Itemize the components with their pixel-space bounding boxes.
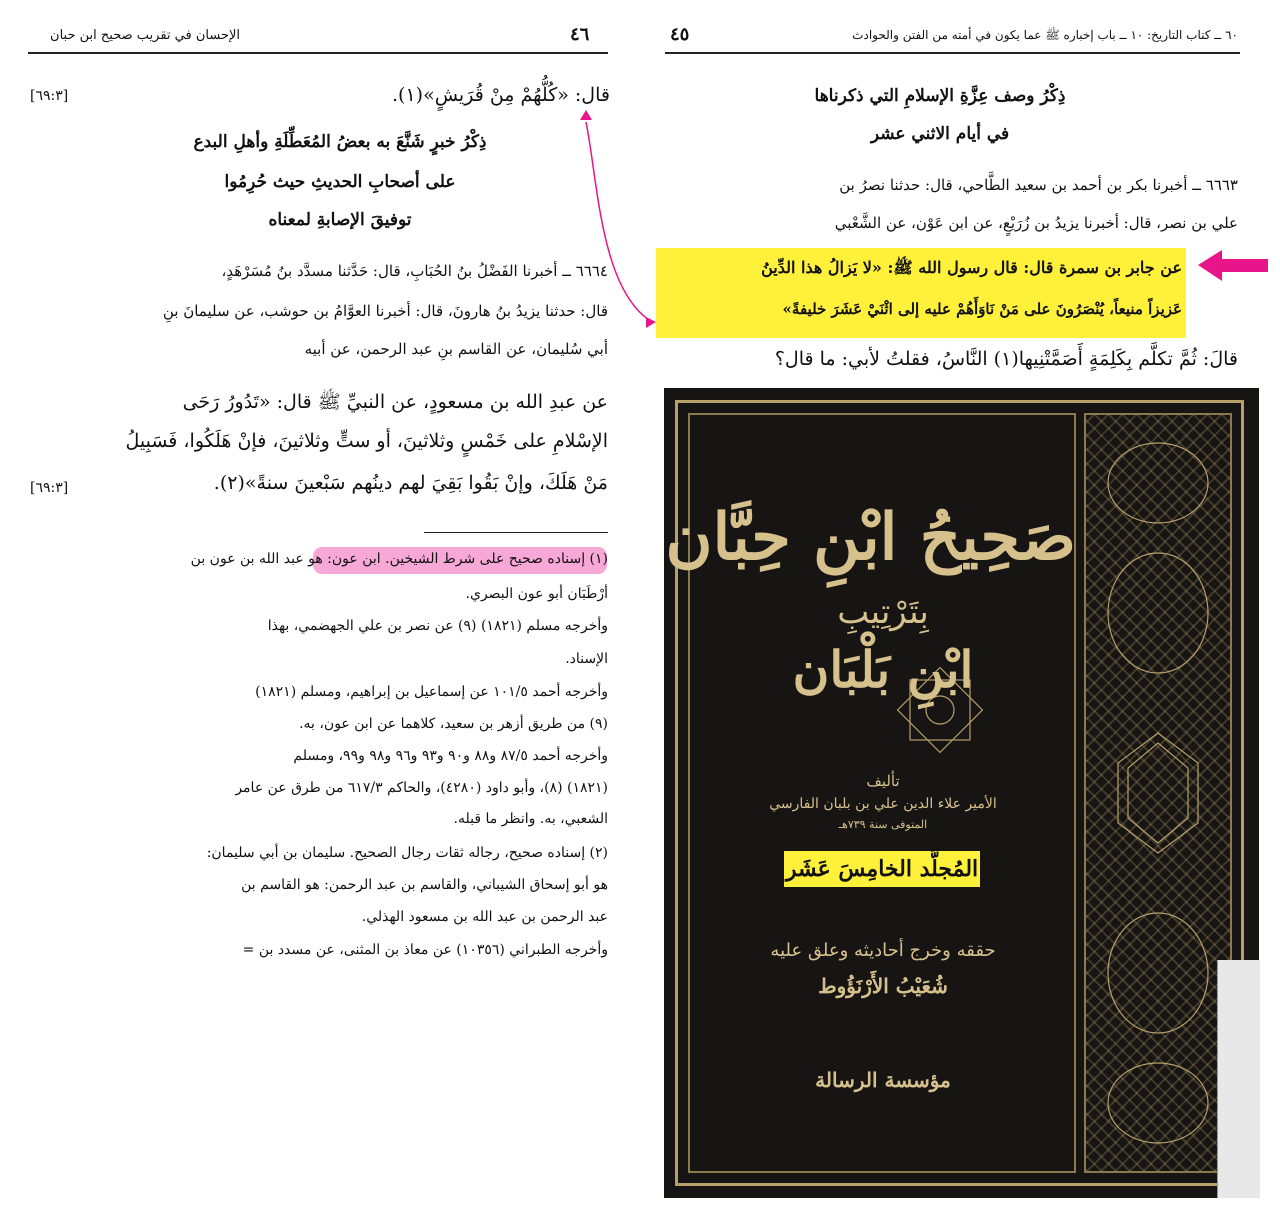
footnote-line-6: (٩) من طريق أزهر بن سعيد، كلاهما عن ابن عون، به. (299, 716, 608, 732)
right-page-number: ٤٥ (670, 24, 690, 45)
footnote-line-5: وأخرجه أحمد ١٠١/٥ عن إسماعيل بن إبراهيم، ومسلم (١٨٢١) (255, 684, 608, 700)
left-heading-line-3: توفيقَ الإصابةِ لمعناه (268, 210, 412, 230)
left-heading-line-1: ذِكْرُ خبرٍ شَنَّعَ به بعضُ المُعَطِّلَةِ وأهلِ البدع (193, 132, 487, 152)
footnote-line-8: (١٨٢١) (٨)، وأبو داود (٤٢٨٠)، والحاكم ٦١٧/٣ من طرق عن عامر (235, 780, 608, 796)
cover-subtitle: بِتَرْتِيبِ (837, 592, 929, 632)
right-line-7: قالَ: ثُمَّ تكلَّم بِكَلِمَةٍ أَصَمَّتْنِيها(١) النَّاسُ، فقلتُ لأبي: ما قال؟ (774, 348, 1238, 370)
left-line-5: ٦٦٦٤ ــ أخبرنا الفَضْلُ بنُ الحُبَابِ، قال: حَدَّثنا مسدَّد بنُ مُسَرْهَدٍ، (221, 262, 608, 280)
left-line-8: عن عبدِ الله بن مسعودٍ، عن النبيِّ ﷺ قال: «تَدُورُ رَحَى (182, 391, 608, 413)
footnote-separator (424, 532, 608, 533)
cover-ornament-pattern (1084, 413, 1232, 1173)
footnote-line-10: (٢) إسناده صحيح، رجاله ثقات رجال الصحيح. سليمان بن أبي سليمان: (206, 845, 608, 861)
footnote-line-1: (١) إسناده صحيح على شرط الشيخين. ابن عون: هو عبد الله بن عون بن (190, 551, 608, 567)
footnote-line-11: هو أبو إسحاق الشيباني، والقاسم بن عبد الرحمن: هو القاسم بن (241, 877, 608, 893)
cover-editor-line-1: حققه وخرج أحاديثه وعلق عليه (770, 940, 996, 961)
magenta-arrow-icon (1198, 250, 1268, 281)
right-heading-line-2: في أيام الاثني عشر (870, 124, 1010, 144)
left-line-10: مَنْ هَلَكَ، وإنْ بَقُوا بَقِيَ لهم دينُهم سَبْعينَ سنةً»(٢). (213, 472, 608, 494)
left-header-rule (28, 52, 608, 54)
right-page-header-title: ٦٠ ــ كتاب التاريخ: ١٠ ــ باب إخباره ﷺ عما يكون في أمته من الفتن والحوادث (852, 28, 1238, 42)
footnote-line-9: الشعبي، به. وانظر ما قبله. (453, 811, 608, 827)
left-line-1: قال: «كُلُّهُمْ مِنْ قُرَيشٍ»(١). (392, 84, 610, 106)
left-ref-2: [٦٩:٣] (30, 480, 69, 496)
footnote-line-7: وأخرجه أحمد ٨٧/٥ و٨٨ و٩٠ و٩٣ و٩٦ و٩٨ و٩٩، ومسلم (293, 748, 608, 764)
right-header-rule (665, 52, 1240, 54)
cover-title: صَحِيحُ ابْنِ حِبَّان (665, 500, 1076, 575)
left-page-number: ٤٦ (570, 24, 590, 45)
connector-arrowhead-right-icon (646, 317, 656, 328)
cover-author-full: الأمير علاء الدين علي بن بلبان الفارسي (769, 796, 997, 812)
right-heading-line-1: ذِكْرُ وصف عِزَّةِ الإسلامِ التي ذكرناها (814, 86, 1066, 106)
right-line-3: ٦٦٦٣ ــ أخبرنا بكر بن أحمد بن سعيد الطَّاحي، قال: حدثنا نصرُ بن (839, 176, 1238, 194)
footnote-line-3: وأخرجه مسلم (١٨٢١) (٩) عن نصر بن علي الجهضمي، بهذا (267, 618, 608, 634)
cover-author-death: المتوفى سنة ٧٣٩هـ (838, 818, 928, 831)
left-page-header-title: الإحسان في تقريب صحيح ابن حبان (50, 28, 240, 43)
left-line-7: أبي سُليمان، عن القاسم بنِ عبد الرحمن، عن أبيه (304, 340, 608, 358)
footnote-line-12: عبد الرحمن بن عبد الله بن مسعود الهذلي. (361, 909, 608, 925)
cover-editor-line-2: شُعَيْبُ الأَرْنَؤُوط (818, 974, 948, 998)
cover-author-label: تأليف (866, 772, 900, 790)
left-line-9: الإسْلامِ على خَمْسٍ وثلاثينَ، أو ستٍّ وثلاثينَ، فإنْ هَلَكُوا، فَسَبِيلُ (125, 430, 608, 452)
library-label-sticker (1217, 960, 1260, 1198)
cover-publisher: مؤسسة الرسالة (815, 1068, 951, 1092)
footnote-line-2: أرْطَبَان أبو عون البصري. (465, 586, 608, 602)
left-line-6: قال: حدثنا يزيدُ بنُ هارونَ، قال: أخبرنا العوَّامُ بن حوشب، عن سليمانَ بنِ (162, 302, 608, 320)
left-heading-line-2: على أصحابِ الحديثِ حيث حُرِمُوا (224, 172, 456, 192)
right-line-5: عن جابر بن سمرة قال: قال رسول الله ﷺ: «لا يَزالُ هذا الدِّينُ (761, 258, 1182, 277)
footnote-line-13: وأخرجه الطبراني (١٠٣٥٦) عن معاذ بن المثنى، عن مسدد بن = (242, 942, 608, 958)
right-line-4: علي بن نصر، قال: أخبرنا يزيدُ بن زُرَيْعٍ، عن ابن عَوْن، عن الشَّعْبي (834, 214, 1238, 232)
footnote-line-4: الإسناد. (565, 651, 608, 667)
cover-volume: المُجلَّد الخامِسَ عَشَر (785, 856, 979, 882)
right-line-6: عَزيزاً منيعاً، يُنْصَرُونَ على مَنْ نَاوَأَهُمْ عليه إلى اثْنَيْ عَشَرَ خليفةً» (782, 300, 1182, 318)
left-ref-1: [٦٩:٣] (30, 88, 69, 104)
cover-author-short: ابْنِ بَلْبَان (792, 640, 974, 699)
